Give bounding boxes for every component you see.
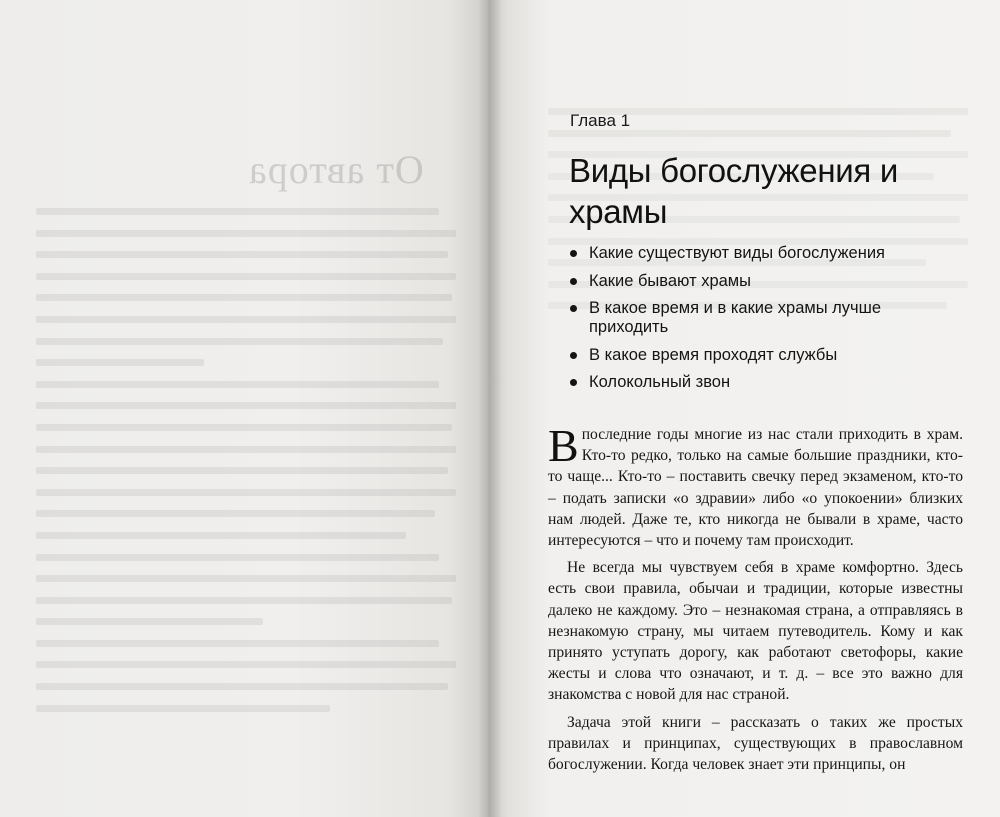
topic-item xyxy=(568,373,968,392)
paragraph xyxy=(548,420,963,551)
bullet-icon xyxy=(570,352,577,359)
topic-text: В какое время и в какие храмы лучше приходить xyxy=(589,299,882,336)
topic-item xyxy=(568,272,968,291)
bullet-icon xyxy=(570,278,577,285)
topic-item xyxy=(568,346,968,365)
chapter-number: Глава 1 xyxy=(570,111,631,130)
paragraph: Не всегда мы чувствуем себя в храме комфортно. Здесь есть свои правила, обычаи и традиции, которые известны далеко не каждому. Это – незнакомая страна, а отправляясь в незнакомую страну, мы читаем путеводитель. Кому и как принято уступать дорогу, как работают светофоры, какие жесты и слова что означают, и т. д. – все это важно для знакомства с новой для нас страной. xyxy=(548,559,963,704)
topic-text: В какое время проходят службы xyxy=(589,345,838,364)
paragraph-text: последние годы многие из нас стали приходить в храм. Кто-то редко, только на самые большие праздники, кто-то чаще... Кто-то – поставить свечку перед экзаменом, кто-то – подать записки «о здравии» либо «о упокоении» близких нам людей. Даже те, кто никогда не бывали в храме, часто интересуются – что и почему там происходит. xyxy=(548,426,963,550)
ghost-text-block xyxy=(36,208,456,726)
topic-item xyxy=(568,244,968,263)
drop-cap: В xyxy=(548,420,579,471)
chapter-body xyxy=(548,420,963,781)
topic-text: Какие бывают храмы xyxy=(589,271,752,290)
topic-item xyxy=(568,299,968,337)
topic-text: Колокольный звон xyxy=(589,373,731,391)
bullet-icon xyxy=(570,379,577,386)
paragraph: Задача этой книги – рассказать о таких же простых правилах и принципах, существующих в православном богослужении. Когда человек знает эти принципы, он xyxy=(548,713,963,774)
chapter-topics-list xyxy=(568,244,968,401)
bullet-icon xyxy=(570,305,577,312)
topic-text: Какие существуют виды богослужения xyxy=(589,244,885,262)
bullet-icon xyxy=(570,250,577,257)
book-gutter xyxy=(478,0,502,817)
chapter-title: Виды богослужения и храмы xyxy=(569,152,898,230)
ghost-heading: От автора xyxy=(248,147,424,192)
